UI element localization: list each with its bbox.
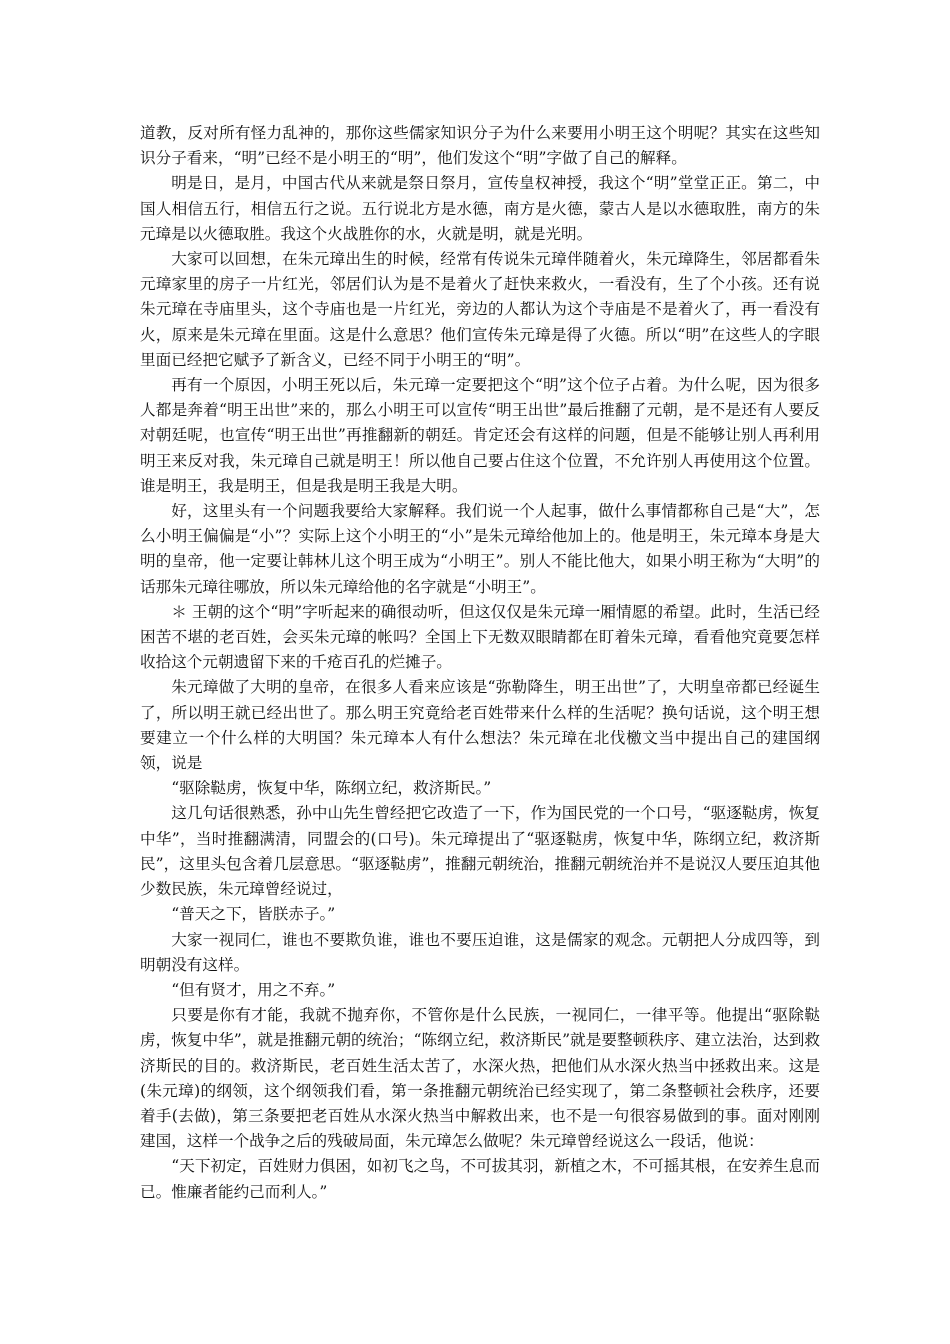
- paragraph-3: 大家可以回想，在朱元璋出生的时候，经常有传说朱元璋伴随着火，朱元璋降生，邻居都看朱元璋家里的房子一片红光，邻居们认为是不是着火了赶快来救火，一看没有，生了个小孩。还有说朱元璋在寺庙里头，这个寺庙也是一片红光，旁边的人都认为这个寺庙是不是着火了，再一看没有火，原来是朱元璋在里面。这是什么意思？他们宣传朱元璋是得了火德。所以“明”在这些人的字眼里面已经把它赋予了新含义，已经不同于小明王的“明”。: [140, 250, 820, 369]
- paragraph-8: 这几句话很熟悉，孙中山先生曾经把它改造了一下，作为国民党的一个口号，“驱逐鞑虏，恢复中华”，当时推翻满清，同盟会的(口号)。朱元璋提出了“驱逐鞑虏，恢复中华，陈纲立纪，救济斯民”，这里头包含着几层意思。“驱逐鞑虏”，推翻元朝统治，推翻元朝统治并不是说汉人要压迫其他少数民族，朱元璋曾经说过，: [140, 804, 820, 899]
- quote-3: “但有贤才，用之不弃。”: [171, 980, 336, 999]
- quote-4: “天下初定，百姓财力俱困，如初飞之鸟，不可拔其羽，新植之木，不可摇其根，在安养生息而已。惟廉者能约己而利人。”: [140, 1157, 820, 1201]
- paragraph-2: 明是日，是月，中国古代从来就是祭日祭月，宣传皇权神授，我这个“明”堂堂正正。第二，中国人相信五行，相信五行之说。五行说北方是水德，南方是火德，蒙古人是以水德取胜，南方的朱元璋是以火德取胜。我这个火战胜你的水，火就是明，就是光明。: [140, 174, 820, 243]
- paragraph-1: 道教，反对所有怪力乱神的，那你这些儒家知识分子为什么来要用小明王这个明呢？其实在这些知识分子看来，“明”已经不是小明王的“明”，他们发这个“明”字做了自己的解释。: [140, 124, 820, 168]
- quote-2: “普天之下，皆朕赤子。”: [171, 905, 336, 924]
- paragraph-7: 朱元璋做了大明的皇帝，在很多人看来应该是“弥勒降生，明王出世”了，大明皇帝都已经诞生了，所以明王就已经出世了。那么明王究竟给老百姓带来什么样的生活呢？换句话说，这个明王想要建立一个什么样的大明国？朱元璋本人有什么想法？朱元璋在北伐檄文当中提出自己的建国纲领，说是: [140, 678, 820, 773]
- paragraph-4: 再有一个原因，小明王死以后，朱元璋一定要把这个“明”这个位子占着。为什么呢，因为很多人都是奔着“明王出世”来的，那么小明王可以宣传“明王出世”最后推翻了元朝，是不是还有人要反对朝廷呢，也宣传“明王出世”再推翻新的朝廷。肯定还会有这样的问题，但是不能够让别人再利用明王来反对我，朱元璋自己就是明王！所以他自己要占住这个位置，不允许别人再使用这个位置。谁是明王，我是明王，但是我是明王我是大明。: [140, 376, 820, 495]
- quote-1: “驱除鞑虏，恢复中华，陈纲立纪，救济斯民。”: [171, 779, 492, 798]
- document-body: [140, 121, 820, 1205]
- paragraph-9: 大家一视同仁，谁也不要欺负谁，谁也不要压迫谁，这是儒家的观念。元朝把人分成四等，到明朝没有这样。: [140, 930, 820, 974]
- paragraph-6: ＊ 王朝的这个“明”字听起来的确很动听，但这仅仅是朱元璋一厢情愿的希望。此时，生活已经困苦不堪的老百姓，会买朱元璋的帐吗？全国上下无数双眼睛都在盯着朱元璋，看看他究竟要怎样收拾这个元朝遗留下来的千疮百孔的烂摊子。: [140, 602, 820, 672]
- paragraph-10: 只要是你有才能，我就不抛弃你，不管你是什么民族，一视同仁，一律平等。他提出“驱除鞑虏，恢复中华”，就是推翻元朝的统治；“陈纲立纪，救济斯民”就是要整顿秩序、建立法治，达到救济斯民的目的。救济斯民，老百姓生活太苦了，水深火热，把他们从水深火热当中拯救出来。这是(朱元璋)的纲领，这个纲领我们看，第一条推翻元朝统治已经实现了，第二条整顿社会秩序，还要着手(去做)，第三条要把老百姓从水深火热当中解救出来，也不是一句很容易做到的事。面对刚刚建国，这样一个战争之后的残破局面，朱元璋怎么做呢？朱元璋曾经说这么一段话，他说：: [140, 1006, 820, 1151]
- paragraph-5: 好，这里头有一个问题我要给大家解释。我们说一个人起事，做什么事情都称自己是“大”，怎么小明王偏偏是“小”？实际上这个小明王的“小”是朱元璋给他加上的。他是明王，朱元璋本身是大明的皇帝，他一定要让韩林儿这个明王成为“小明王”。别人不能比他大，如果小明王称为“大明”的话那朱元璋往哪放，所以朱元璋给他的名字就是“小明王”。: [140, 502, 820, 596]
